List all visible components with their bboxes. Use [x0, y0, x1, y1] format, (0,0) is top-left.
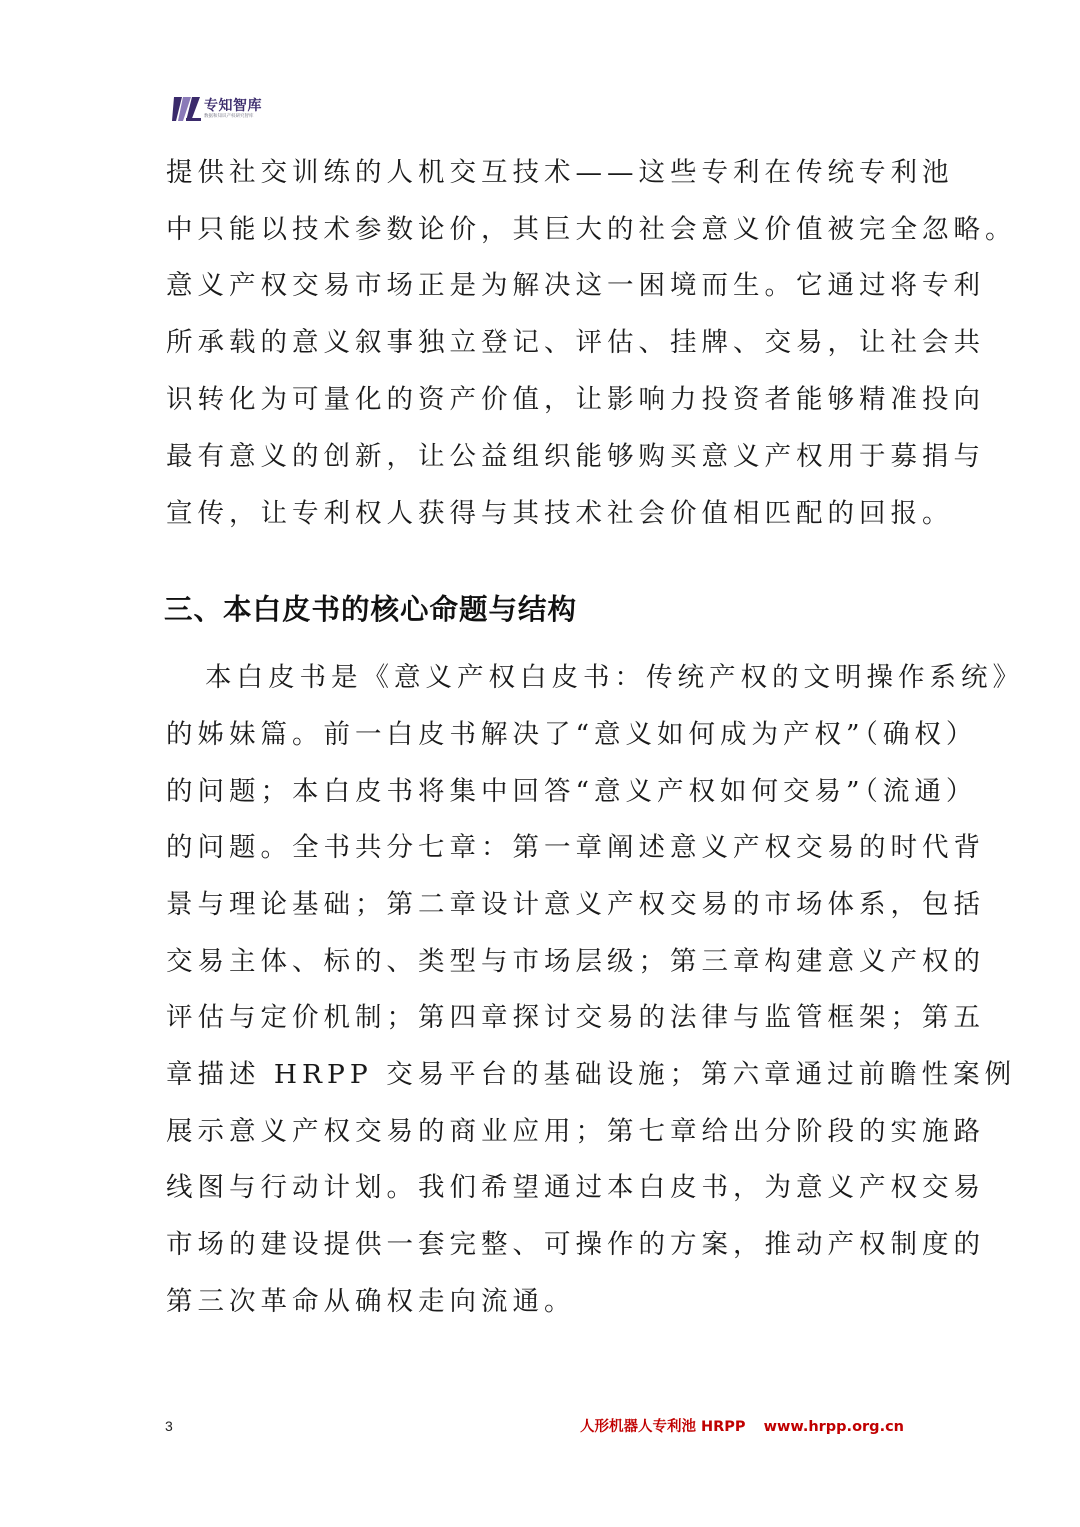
text-line: 提供社交训练的人机交互技术——这些专利在传统专利池: [166, 157, 954, 188]
text-line: 市场的建设提供一套完整、可操作的方案，推动产权制度的: [166, 1229, 985, 1260]
text-line: 本白皮书是《意义产权白皮书：传统产权的文明操作系统》: [205, 662, 1024, 693]
text-line: 线图与行动计划。我们希望通过本白皮书，为意义产权交易: [166, 1172, 985, 1203]
text-line: 交易主体、标的、类型与市场层级；第三章构建意义产权的: [166, 946, 985, 977]
text-line: 最有意义的创新，让公益组织能够购买意义产权用于募捐与: [166, 441, 985, 472]
text-line: 意义产权交易市场正是为解决这一困境而生。它通过将专利: [166, 270, 985, 301]
text-line: 章描述 HRPP 交易平台的基础设施；第六章通过前瞻性案例: [166, 1059, 1017, 1090]
text-line: 识转化为可量化的资产价值，让影响力投资者能够精准投向: [166, 384, 985, 415]
footer-brand: [580, 1415, 904, 1436]
footer-url-link[interactable]: www.hrpp.org.cn: [763, 1419, 904, 1435]
header-logo: [172, 94, 262, 124]
text-line: 第三次革命从确权走向流通。: [166, 1286, 576, 1317]
section-heading: 三、本白皮书的核心命题与结构: [164, 593, 578, 626]
text-line: 中只能以技术参数论价，其巨大的社会意义价值被完全忽略。: [166, 214, 1017, 245]
footer-brand-name: 人形机器人专利池 HRPP: [579, 1419, 746, 1435]
text-line: 的问题。全书共分七章：第一章阐述意义产权交易的时代背: [166, 832, 985, 863]
text-line: 的姊妹篇。前一白皮书解决了“意义如何成为产权”（确权）: [166, 719, 978, 750]
text-line: 宣传，让专利权人获得与其技术社会价值相匹配的回报。: [166, 498, 954, 529]
zhuanzhi-logo-icon: [172, 95, 202, 123]
text-line: 景与理论基础；第二章设计意义产权交易的市场体系，包括: [166, 889, 985, 920]
text-line: 所承载的意义叙事独立登记、评估、挂牌、交易，让社会共: [166, 327, 985, 358]
text-line: 的问题；本白皮书将集中回答“意义产权如何交易”（流通）: [166, 776, 978, 807]
text-line: 评估与定价机制；第四章探讨交易的法律与监管框架；第五: [166, 1002, 985, 1033]
text-line: 展示意义产权交易的商业应用；第七章给出分阶段的实施路: [166, 1116, 985, 1147]
logo-name: 专知智库: [204, 98, 262, 114]
logo-tagline: 数据和知识产权研究智库: [204, 114, 254, 119]
page-number: 3: [165, 1418, 173, 1434]
